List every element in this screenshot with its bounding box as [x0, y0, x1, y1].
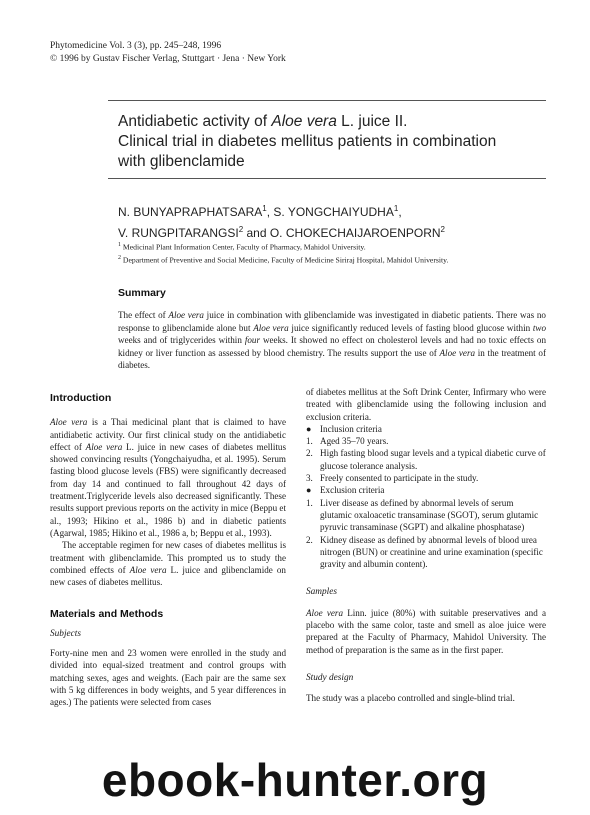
title-line-1: Antidiabetic activity of Aloe vera L. juice II.	[118, 113, 408, 130]
list-item: 2. Kidney disease as defined by abnormal levels of blood urea nitrogen (BUN) or creatinine and urine examination (specific gravity and albumin content).	[306, 534, 543, 570]
list-item: 1. Liver disease as defined by abnormal levels of serum glutamic oxaloacetic transaminase (SGOT), serum glutamic pyruvic transaminase (SGPT) and alkaline phosphatase)	[306, 497, 539, 533]
summary-heading: Summary	[118, 287, 166, 299]
title-species: Aloe vera	[271, 113, 337, 130]
bullet-icon: ●	[306, 485, 312, 496]
inclusion-criteria-list	[306, 423, 546, 484]
introduction-heading: Introduction	[50, 392, 112, 404]
author-line-1: N. BUNYAPRAPHATSARA$^1$, S. YONGCHAIYUDHA$^1$,	[118, 204, 402, 219]
list-item: 3. Freely consented to participate in the study.	[306, 473, 479, 484]
samples-paragraph: Aloe vera Linn. juice (80%) with suitable preservatives and a placebo with the same color, taste and smell as aloe juice were prepared at the Faculty of Pharmacy, Mahidol University. The method of preparation is the same as in the first paper.	[306, 607, 546, 655]
right-column	[306, 386, 546, 705]
list-item: 2. High fasting blood sugar levels and a typical diabetic curve of glucose tolerance analysis.	[306, 448, 546, 471]
study-design-paragraph: The study was a placebo controlled and single-blind trial.	[306, 693, 515, 704]
article-title	[118, 112, 558, 172]
title-line-2: Clinical trial in diabetes mellitus patients in combination	[118, 133, 497, 150]
subjects-paragraph: Forty-nine men and 23 women were enrolled in the study and divided into equal-sized treatment and control groups with matching sexes, ages and weights. (Each pair are the same sex with 5 kg differences in body weights, and 5 year differences in ages.) The patients were selected from cases	[50, 648, 286, 708]
intro-paragraph-2: The acceptable regimen for new cases of diabetes mellitus is treatment with glibenclamide. This prompted us to study the combined effects of Aloe vera L. juice and glibenclamide on new cases of diabetes mellitus.	[50, 540, 286, 588]
watermark-logo: ebook-hunter.org	[101, 754, 489, 806]
study-design-subheading: Study design	[306, 672, 354, 683]
summary-text: The effect of Aloe vera juice in combination with glibenclamide was investigated in diabetic patients. There was no response to glibenclamide alone but Aloe vera juice significantly reduced levels of fasting blood glucose within two weeks and of triglycerides within four weeks. It showed no effect on cholesterol levels and had no toxic effects on kidney or liver function as assessed by blood chemistry. The results support the use of Aloe vera in the treatment of diabetes.	[118, 310, 546, 370]
inclusion-criteria-label: ● Inclusion criteria	[306, 423, 382, 434]
samples-subheading: Samples	[306, 587, 337, 598]
exclusion-criteria-label: ● Exclusion criteria	[306, 485, 385, 496]
affiliations	[118, 240, 558, 266]
title-top-rule	[108, 100, 546, 101]
title-bottom-rule	[108, 178, 546, 179]
copyright-line: © 1996 by Gustav Fischer Verlag, Stuttgart · Jena · New York	[50, 54, 286, 64]
methods-heading: Materials and Methods	[50, 608, 164, 621]
left-column	[50, 380, 286, 709]
bullet-icon: ●	[306, 423, 312, 434]
affiliation-2: $^2$ Department of Preventive and Social Medicine, Faculty of Medicine Siriraj Hospital, Mahidol University.	[118, 255, 449, 265]
author-line-2: V. RUNGPITARANGSI$^2$ and O. CHOKECHAIJAROENPORN$^2$	[118, 225, 445, 240]
list-item: 1. Aged 35–70 years.	[306, 436, 389, 447]
subjects-subheading: Subjects	[50, 628, 81, 639]
author-list	[118, 200, 558, 242]
intro-paragraph-1: Aloe vera is a Thai medicinal plant that is claimed to have antidiabetic activity. Our first clinical study on the antidiabetic effect of Aloe vera L. juice in new cases of diabetes mellitus showed convincing results (Yongchaiyudha, et al. 1995). Serum fasting blood glucose levels (FBS) were significantly decreased from day 14 and continued to fall throughout 42 days of treatment.Triglyceride levels also decreased significantly. These results support previous reports on the activity in mice (Beppu et al., 1993; Hikino et al., 1986 b) and in diabetic patients (Agarwal, 1985; Hikino et al., 1986 a, b; Beppu et al., 1993).	[50, 417, 286, 538]
journal-citation: Phytomedicine Vol. 3 (3), pp. 245–248, 1996	[50, 41, 222, 51]
exclusion-criteria-list	[306, 484, 546, 570]
title-line-3: with glibenclamide	[118, 153, 245, 170]
affiliation-1: $^1$ Medicinal Plant Information Center, Faculty of Pharmacy, Mahidol University.	[118, 242, 366, 252]
criteria-intro-paragraph: of diabetes mellitus at the Soft Drink Center, Infirmary who were treated with glibenclamide using the following inclusion and exclusion criteria.	[306, 387, 546, 422]
journal-header	[50, 40, 286, 66]
